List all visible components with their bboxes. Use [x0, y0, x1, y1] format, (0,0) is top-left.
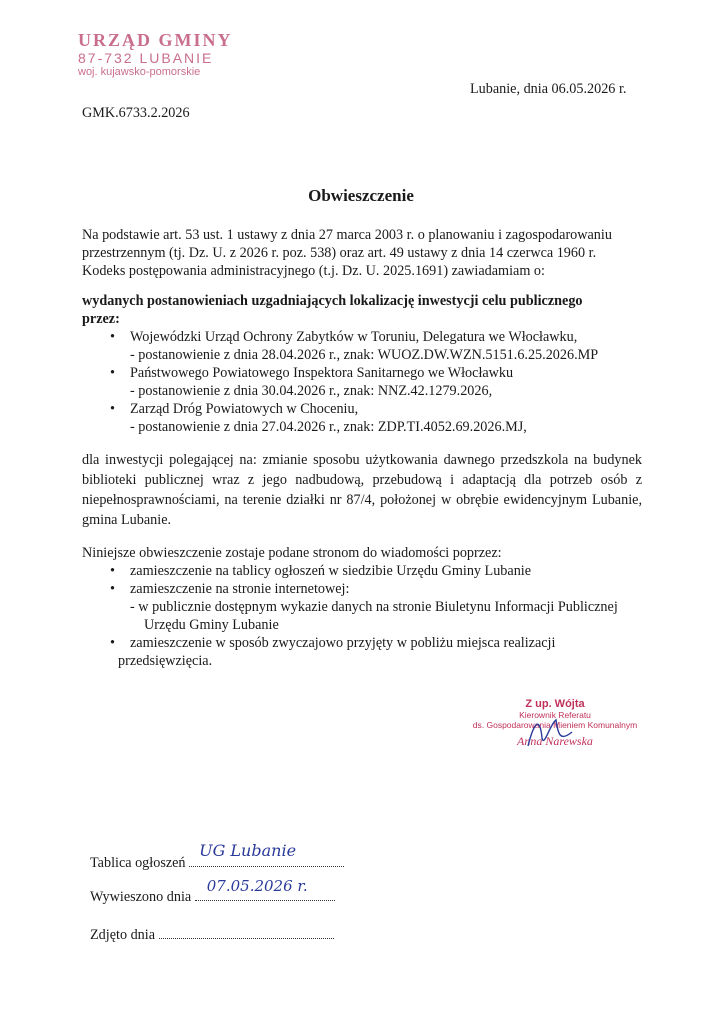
handwritten-signature [520, 712, 580, 754]
signatory-name: Anna Narewska [517, 734, 593, 748]
authority-item-2: • Państwowego Powiatowego Inspektora Sanitarnego we Włocławku [130, 364, 513, 382]
notice-item-3: • zamieszczenie w sposób zwyczajowo przyjęty w pobliżu miejsca realizacji [130, 634, 555, 652]
signature-position: Kierownik Referatu [519, 710, 591, 720]
stamp-line-2: 87-732 LUBANIE [78, 50, 214, 66]
decisions-heading-by: przez: [82, 311, 120, 327]
notice-item-1: • zamieszczenie na tablicy ogłoszeń w siedzibie Urzędu Gminy Lubanie [130, 562, 531, 580]
posted-field [195, 877, 335, 901]
reference-number: GMK.6733.2.2026 [82, 105, 190, 121]
intro-line-2: przestrzennym (tj. Dz. U. z 2026 r. poz. 538) oraz art. 49 ustawy z dnia 14 czerwca 1960 r. [82, 245, 597, 261]
posted-label: Wywieszono dnia [90, 889, 192, 905]
stamp-line-1: URZĄD GMINY [78, 30, 233, 50]
notice-intro: Niniejsze obwieszczenie zostaje podane stronom do wiadomości poprzez: [82, 545, 502, 561]
signature-department: ds. Gospodarowania Mieniem Komunalnym [472, 720, 638, 730]
stamp-line-3: woj. kujawsko-pomorskie [78, 66, 201, 78]
board-row [90, 841, 344, 872]
authority-detail-1: - postanowienie z dnia 28.04.2026 r., znak: WUOZ.DW.WZN.5151.6.25.2026.MP [130, 347, 599, 363]
authority-detail-3: - postanowienie z dnia 27.04.2026 r., znak: ZDP.TI.4052.69.2026.MJ, [130, 419, 527, 435]
board-handwritten-value: UG Lubanie [199, 841, 297, 860]
posted-row [90, 877, 335, 906]
board-field [189, 841, 344, 867]
authority-item-1: • Wojewódzki Urząd Ochrony Zabytków w Toruniu, Delegatura we Włocławku, [130, 328, 577, 346]
removed-field [159, 924, 334, 939]
posted-handwritten-value: 07.05.2026 r. [206, 877, 308, 895]
notice-item-2-detail: - w publicznie dostępnym wykazie danych na stronie Biuletynu Informacji Publicznej [130, 599, 618, 615]
removed-label: Zdjęto dnia [90, 927, 156, 943]
board-label: Tablica ogłoszeń [90, 855, 186, 871]
investment-description: dla inwestycji polegającej na: zmianie sposobu użytkowania dawnego przedszkola na budynek biblioteki publicznej wraz z jego nadbudową, przebudową i adaptacją dla potrzeb osób z niepełnosprawnościami, na terenie działki nr 87/4, położonej w obrębie ewidencyjnym Lubanie, gmina Lubanie. [82, 452, 642, 528]
place-date: Lubanie, dnia 06.05.2026 r. [470, 81, 627, 97]
removed-row [90, 924, 334, 944]
notice-item-2-detail-cont: Urzędu Gminy Lubanie [144, 617, 279, 633]
document-title: Obwieszczenie [308, 186, 414, 205]
intro-line-3: Kodeks postępowania administracyjnego (t.j. Dz. U. 2025.1691) zawiadamiam o: [82, 263, 545, 279]
notice-item-3-cont: przedsięwzięcia. [118, 653, 213, 669]
notice-item-2: • zamieszczenie na stronie internetowej: [130, 580, 349, 598]
office-stamp [78, 30, 233, 79]
intro-line-1: Na podstawie art. 53 ust. 1 ustawy z dnia 27 marca 2003 r. o planowaniu i zagospodarowaniu [82, 227, 612, 243]
authority-item-3: • Zarząd Dróg Powiatowych w Choceniu, [130, 400, 358, 418]
authority-detail-2: - postanowienie z dnia 30.04.2026 r., znak: NNZ.42.1279.2026, [130, 383, 493, 399]
decisions-heading: wydanych postanowieniach uzgadniających lokalizację inwestycji celu publicznego [82, 293, 583, 309]
signature-head: Z up. Wójta [525, 698, 585, 710]
